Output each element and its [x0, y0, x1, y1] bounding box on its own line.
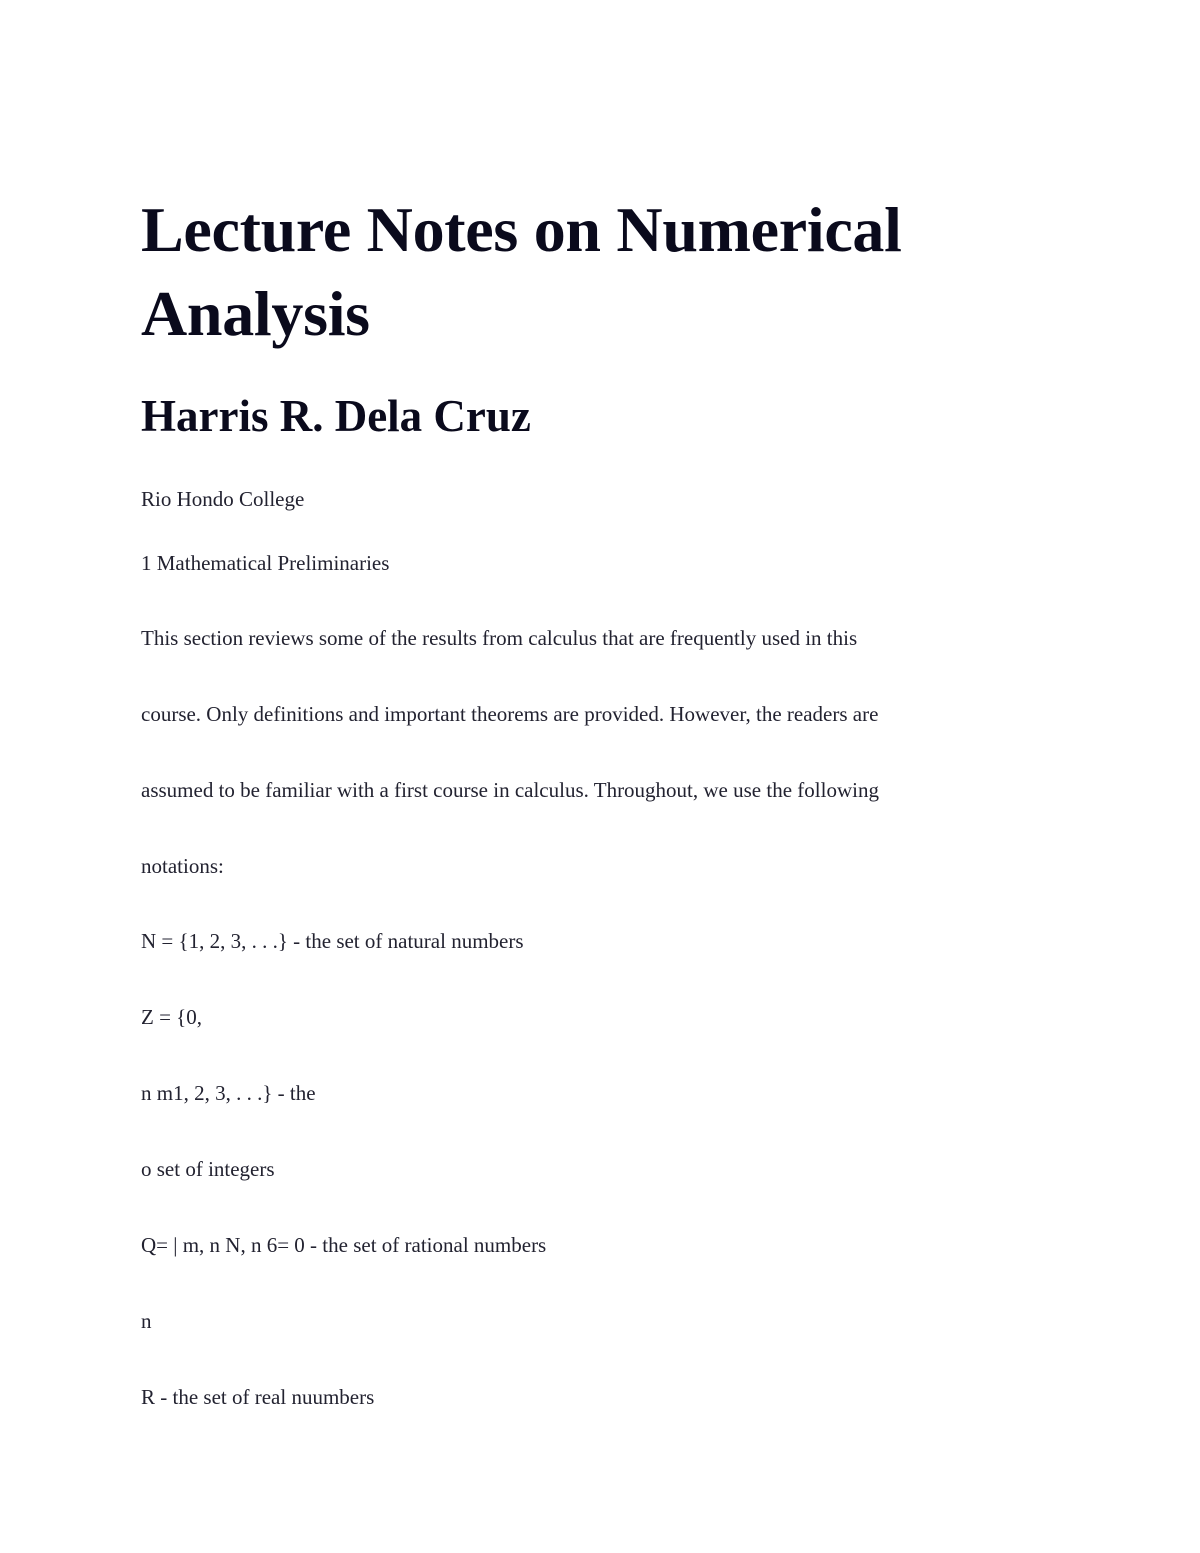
section-heading: 1 Mathematical Preliminaries: [141, 551, 390, 575]
notation-line: n m1, 2, 3, . . .} - the: [141, 1081, 316, 1105]
paragraph-line: This section reviews some of the results from calculus that are frequently used in this: [141, 626, 858, 650]
notation-line: Q= | m, n N, n 6= 0 - the set of rational numbers: [141, 1233, 547, 1257]
notation-line: o set of integers: [141, 1157, 275, 1181]
notation-line: R - the set of real nuumbers: [141, 1385, 375, 1409]
paragraph-line: notations:: [141, 854, 224, 878]
institution-name: Rio Hondo College: [141, 487, 305, 511]
document-title: Lecture Notes on Numerical Analysis: [141, 194, 902, 349]
author-name: Harris R. Dela Cruz: [141, 391, 531, 441]
notation-line: N = {1, 2, 3, . . .} - the set of natural numbers: [141, 929, 524, 953]
notation-line: n: [141, 1309, 152, 1333]
notation-line: Z = {0,: [141, 1005, 203, 1029]
paragraph-line: course. Only definitions and important theorems are provided. However, the readers are: [141, 702, 879, 726]
paragraph-line: assumed to be familiar with a first course in calculus. Throughout, we use the following: [141, 778, 879, 802]
